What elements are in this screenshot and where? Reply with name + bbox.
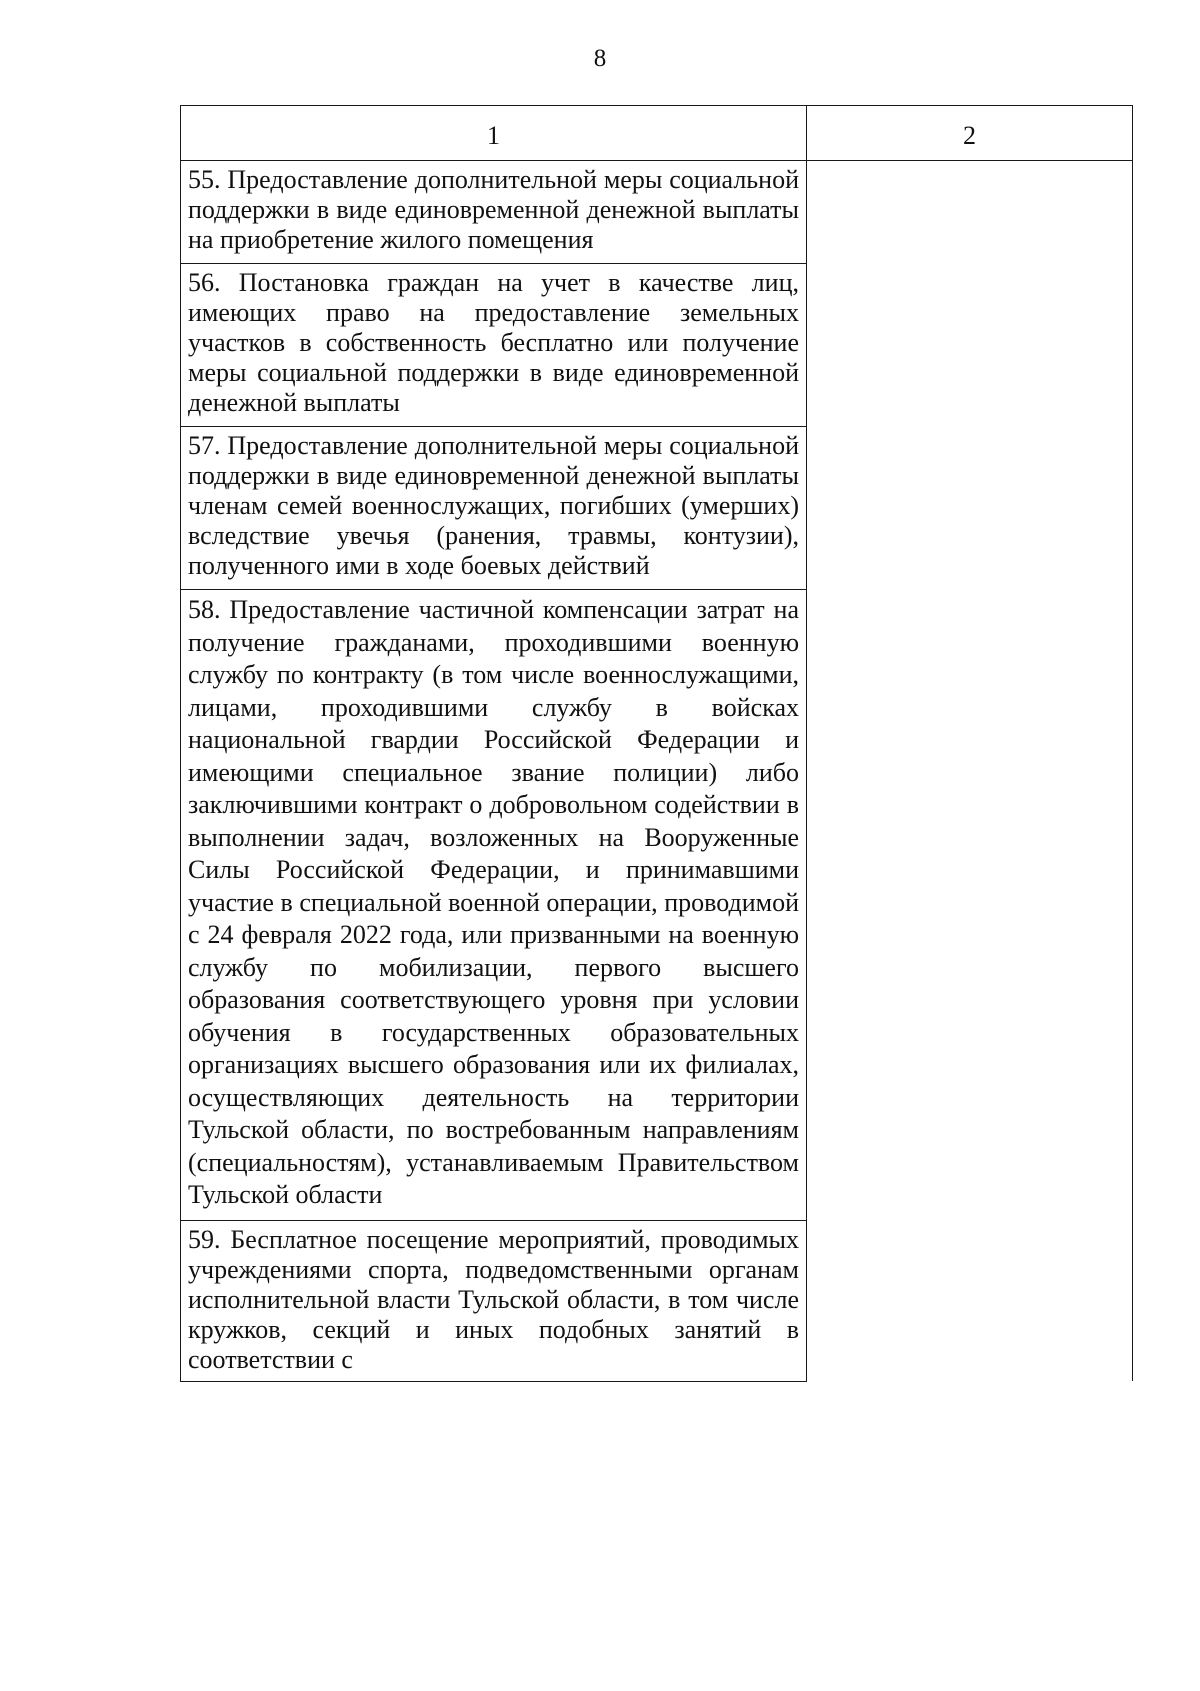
service-item-56: 56. Постановка граждан на учет в качестве лиц, имеющих право на предоставление земельных участков в собственность бесплатно или получение меры социальной поддержки в виде единовременной денежной выплаты: [181, 264, 807, 427]
table-header-row: [181, 106, 1133, 161]
column-2-cell: [807, 161, 1133, 1382]
page-number: 8: [593, 45, 607, 72]
table-row: [181, 161, 1133, 264]
service-item-57: 57. Предоставление дополнительной меры социальной поддержки в виде единовременной денежной выплаты членам семей военнослужащих, погибших (умерших) вследствие увечья (ранения, травмы, контузии), полученного ими в ходе боевых действий: [181, 427, 807, 590]
document-table: [180, 105, 1133, 1382]
service-item-58: 58. Предоставление частичной компенсации затрат на получение гражданами, проходившими военную службу по контракту (в том числе военнослужащими, лицами, проходившими службу в войсках национальной гвардии Российской Федерации и имеющими специальное звание полиции) либо заключившими контракт о добровольном содействии в выполнении задач, возложенных на Вооруженные Силы Российской Федерации, и принимавшими участие в специальной военной операции, проводимой с 24 февраля 2022 года, или призванными на военную службу по мобилизации, первого высшего образования соответствующего уровня при условии обучения в государственных образовательных организациях высшего образования или их филиалах, осуществляющих деятельность на территории Тульской области, по востребованным направлениям (специальностям), устанавливаемым Правительством Тульской области: [181, 590, 807, 1221]
service-item-59: 59. Бесплатное посещение мероприятий, проводимых учреждениями спорта, подведомственными органам исполнительной власти Тульской области, в том числе кружков, секций и иных подобных занятий в соответствии с: [181, 1220, 807, 1381]
service-item-55: 55. Предоставление дополнительной меры социальной поддержки в виде единовременной денежной выплаты на приобретение жилого помещения: [181, 161, 807, 264]
column-header-2: 2: [807, 106, 1133, 161]
column-header-1: 1: [181, 106, 807, 161]
